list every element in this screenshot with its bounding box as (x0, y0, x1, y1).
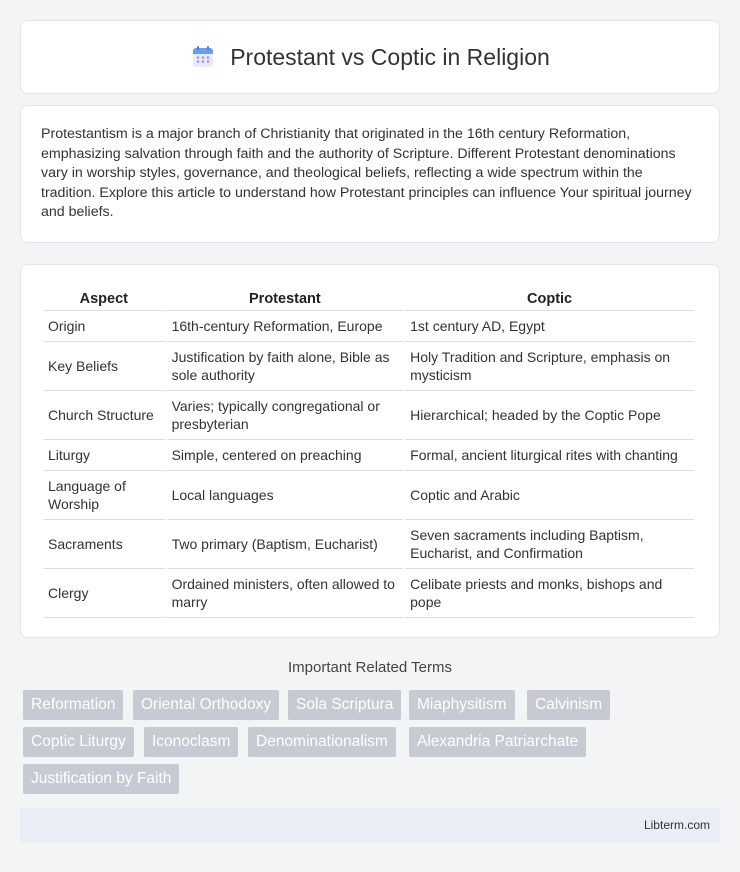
comparison-table-card (20, 264, 720, 638)
tag-miaphysitism[interactable]: Miaphysitism (409, 690, 515, 720)
table-cell: Liturgy (43, 440, 165, 471)
tag-coptic-liturgy[interactable]: Coptic Liturgy (23, 727, 134, 757)
table-row (43, 569, 694, 618)
tag-alexandria-patriarchate[interactable]: Alexandria Patriarchate (409, 727, 586, 757)
tag-reformation[interactable]: Reformation (23, 690, 123, 720)
header-aspect: Aspect (43, 285, 165, 311)
header-coptic: Coptic (405, 285, 694, 311)
table-header-row (43, 285, 694, 311)
table-cell: Church Structure (43, 391, 165, 440)
tag-justification-by-faith[interactable]: Justification by Faith (23, 764, 179, 794)
title-card (20, 20, 720, 94)
tag-iconoclasm[interactable]: Iconoclasm (144, 727, 238, 757)
table-row (43, 311, 694, 342)
table-cell: Origin (43, 311, 165, 342)
footer (20, 808, 720, 842)
table-cell: Simple, centered on preaching (167, 440, 404, 471)
table-cell: 16th-century Reformation, Europe (167, 311, 404, 342)
header-protestant: Protestant (167, 285, 404, 311)
table-cell: Local languages (167, 471, 404, 520)
table-cell: Seven sacraments including Baptism, Eucharist, and Confirmation (405, 520, 694, 569)
tag-sola-scriptura[interactable]: Sola Scriptura (288, 690, 401, 720)
table-cell: Ordained ministers, often allowed to marry (167, 569, 404, 618)
intro-card (20, 105, 720, 243)
table-cell: Key Beliefs (43, 342, 165, 391)
table-cell: Language of Worship (43, 471, 165, 520)
table-row (43, 471, 694, 520)
table-row (43, 391, 694, 440)
footer-brand-link[interactable]: Libterm.com (643, 818, 710, 832)
table-row (43, 440, 694, 471)
related-terms-title: Important Related Terms (288, 659, 452, 676)
intro-text: Protestantism is a major branch of Christianity that originated in the 16th century Reformation, emphasizing salvation through faith and the authority of Scripture. Different Protestant denominations vary in worship styles, governance, and theological beliefs, reflecting a wide spectrum within the tradition. Explore this article to understand how Protestant principles can influence Your spiritual journey and beliefs. (41, 126, 692, 220)
table-cell: Clergy (43, 569, 165, 618)
calendar-icon (190, 44, 216, 70)
tag-calvinism[interactable]: Calvinism (527, 690, 610, 720)
tag-oriental-orthodoxy[interactable]: Oriental Orthodoxy (133, 690, 279, 720)
table-cell: Holy Tradition and Scripture, emphasis on mysticism (405, 342, 694, 391)
table-cell: Celibate priests and monks, bishops and pope (405, 569, 694, 618)
table-cell: Two primary (Baptism, Eucharist) (167, 520, 404, 569)
table-cell: Varies; typically congregational or presbyterian (167, 391, 404, 440)
table-cell: Justification by faith alone, Bible as sole authority (167, 342, 404, 391)
table-row (43, 520, 694, 569)
tag-denominationalism[interactable]: Denominationalism (248, 727, 396, 757)
table-cell: Hierarchical; headed by the Coptic Pope (405, 391, 694, 440)
table-cell: Formal, ancient liturgical rites with chanting (405, 440, 694, 471)
table-cell: 1st century AD, Egypt (405, 311, 694, 342)
table-cell: Sacraments (43, 520, 165, 569)
comparison-table (41, 285, 696, 618)
table-row (43, 342, 694, 391)
table-cell: Coptic and Arabic (405, 471, 694, 520)
page-title: Protestant vs Coptic in Religion (230, 43, 550, 70)
